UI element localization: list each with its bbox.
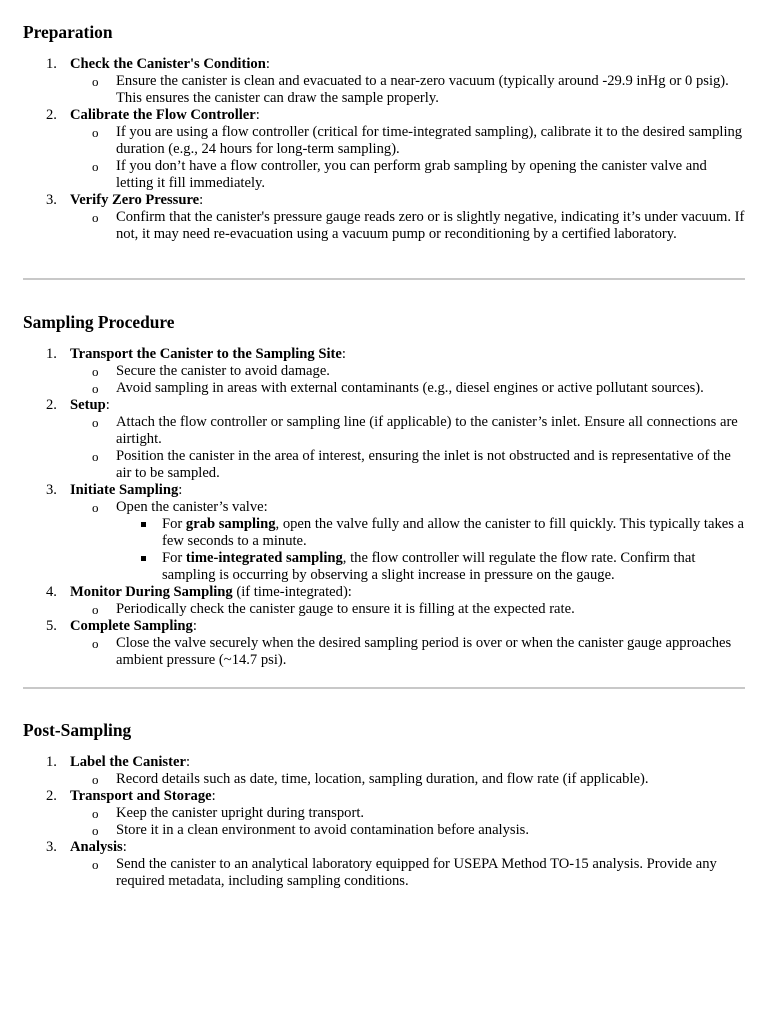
sub-list <box>70 635 745 669</box>
sub-sub-item-text: , open the valve fully and allow the canister to fill quickly. This typically takes a few seconds to a minute. <box>162 516 745 549</box>
step-title: Initiate Sampling <box>70 482 179 498</box>
sub-item <box>70 380 745 397</box>
sub-item-text: Position the canister in the area of interest, ensuring the inlet is not obstructed and is representative of the air to be sampled. <box>116 448 731 481</box>
sub-item-text: Periodically check the canister gauge to ensure it is filling at the expected rate. <box>116 601 575 617</box>
list-item <box>23 788 745 839</box>
sub-sub-list <box>116 516 745 584</box>
step-suffix: : <box>211 788 216 804</box>
step-suffix: : <box>178 482 183 498</box>
step-suffix: : <box>341 346 346 362</box>
sub-list <box>70 805 745 839</box>
list-item <box>23 754 745 788</box>
step-title: Label the Canister <box>70 754 186 770</box>
section-heading: Post-Sampling <box>23 720 132 740</box>
sub-item-text: Confirm that the canister's pressure gauge reads zero or is slightly negative, indicating it’s under vacuum. If not, it may need re-evacuation using a vacuum pump or reconditioning by a certified laboratory. <box>116 209 745 242</box>
sub-item-text: Secure the canister to avoid damage. <box>116 363 330 379</box>
circle-bullet-icon: o <box>92 210 99 225</box>
step-suffix: : <box>192 618 197 634</box>
list-item <box>23 56 745 107</box>
horizontal-divider <box>23 687 745 689</box>
section-preparation <box>23 22 745 243</box>
step-suffix: : <box>122 839 127 855</box>
list-item <box>23 397 745 482</box>
sub-item-text: Send the canister to an analytical laboratory equipped for USEPA Method TO-15 analysis. Provide any required metadata, including sampling conditions. <box>116 856 717 889</box>
step-suffix: : <box>185 754 190 770</box>
sub-sub-item <box>116 550 745 584</box>
sub-item-text: Open the canister’s valve: <box>116 499 268 515</box>
sub-list <box>70 414 745 482</box>
sub-sub-item <box>116 516 745 550</box>
step-title: Monitor During Sampling <box>70 584 233 600</box>
step-number: 1. <box>46 346 57 362</box>
sub-sub-item-prefix: For <box>162 516 186 532</box>
circle-bullet-icon: o <box>92 772 99 787</box>
step-suffix: : <box>105 397 110 413</box>
step-number: 3. <box>46 192 57 208</box>
list-item <box>23 192 745 243</box>
list-item <box>23 482 745 584</box>
circle-bullet-icon: o <box>92 415 99 430</box>
sub-item <box>70 822 745 839</box>
sub-list <box>70 771 745 788</box>
sub-item-text: Ensure the canister is clean and evacuated to a near-zero vacuum (typically around -29.9 inHg or 0 psig). This ensures the canister can draw the sample properly. <box>116 73 729 106</box>
step-number: 3. <box>46 839 57 855</box>
sub-item-text: If you are using a flow controller (critical for time-integrated sampling), calibrate it to the desired sampling duration (e.g., 24 hours for long-term sampling). <box>116 124 743 157</box>
sub-item <box>70 499 745 584</box>
list-item <box>23 584 745 618</box>
circle-bullet-icon: o <box>92 449 99 464</box>
sub-item <box>70 805 745 822</box>
step-number: 2. <box>46 788 57 804</box>
sub-item <box>70 158 745 192</box>
list-item <box>23 618 745 669</box>
sub-item-text: Attach the flow controller or sampling line (if applicable) to the canister’s inlet. Ensure all connections are airtight. <box>116 414 738 447</box>
sub-list <box>70 209 745 243</box>
section-post-sampling <box>23 720 745 890</box>
sub-list <box>70 124 745 192</box>
sub-item <box>70 601 745 618</box>
sub-list <box>70 499 745 584</box>
sub-item <box>70 771 745 788</box>
sub-item <box>70 448 745 482</box>
sub-item <box>70 73 745 107</box>
sub-sub-item-prefix: For <box>162 550 186 566</box>
sub-item <box>70 363 745 380</box>
numbered-list <box>23 56 745 243</box>
sub-item-text: If you don’t have a flow controller, you can perform grab sampling by opening the canister valve and letting it fill immediately. <box>116 158 707 191</box>
step-number: 3. <box>46 482 57 498</box>
horizontal-divider <box>23 278 745 280</box>
list-item <box>23 107 745 192</box>
sub-list <box>70 363 745 397</box>
circle-bullet-icon: o <box>92 636 99 651</box>
sub-item <box>70 124 745 158</box>
square-bullet-icon <box>141 556 146 561</box>
step-suffix: (if time-integrated): <box>232 584 352 600</box>
list-item <box>23 346 745 397</box>
sub-item <box>70 414 745 448</box>
sub-item-text: Store it in a clean environment to avoid contamination before analysis. <box>116 822 529 838</box>
sub-item-text: Avoid sampling in areas with external contaminants (e.g., diesel engines or active pollutant sources). <box>116 380 704 396</box>
step-number: 4. <box>46 584 57 600</box>
step-number: 1. <box>46 56 57 72</box>
step-number: 2. <box>46 397 57 413</box>
sub-list <box>70 601 745 618</box>
circle-bullet-icon: o <box>92 364 99 379</box>
step-suffix: : <box>255 107 260 123</box>
numbered-list <box>23 346 745 669</box>
circle-bullet-icon: o <box>92 159 99 174</box>
square-bullet-icon <box>141 522 146 527</box>
step-title: Transport the Canister to the Sampling Site <box>70 346 342 362</box>
section-heading: Sampling Procedure <box>23 312 175 332</box>
section-sampling-procedure <box>23 312 745 669</box>
circle-bullet-icon: o <box>92 806 99 821</box>
circle-bullet-icon: o <box>92 500 99 515</box>
sub-item-text: Record details such as date, time, location, sampling duration, and flow rate (if applicable). <box>116 771 649 787</box>
circle-bullet-icon: o <box>92 125 99 140</box>
step-number: 1. <box>46 754 57 770</box>
sub-item-text: Keep the canister upright during transport. <box>116 805 365 821</box>
step-title: Analysis <box>70 839 123 855</box>
circle-bullet-icon: o <box>92 857 99 872</box>
step-suffix: : <box>265 56 270 72</box>
sub-list <box>70 856 745 890</box>
sub-item <box>70 635 745 669</box>
numbered-list <box>23 754 745 890</box>
circle-bullet-icon: o <box>92 381 99 396</box>
circle-bullet-icon: o <box>92 74 99 89</box>
sub-list <box>70 73 745 107</box>
section-heading: Preparation <box>23 22 113 42</box>
step-number: 2. <box>46 107 57 123</box>
sub-item <box>70 209 745 243</box>
step-title: Complete Sampling <box>70 618 193 634</box>
step-suffix: : <box>199 192 204 208</box>
step-title: Verify Zero Pressure <box>70 192 200 208</box>
sub-sub-item-text: , the flow controller will regulate the flow rate. Confirm that sampling is occurring by observing a slight increase in pressure on the gauge. <box>162 550 696 583</box>
step-title: Check the Canister's Condition <box>70 56 266 72</box>
list-item <box>23 839 745 890</box>
sub-item-text: Close the valve securely when the desired sampling period is over or when the canister gauge approaches ambient pressure (~14.7 psi). <box>116 635 732 668</box>
circle-bullet-icon: o <box>92 823 99 838</box>
sub-sub-item-bold: grab sampling <box>185 516 276 532</box>
sub-sub-item-bold: time-integrated sampling <box>185 550 343 566</box>
step-title: Calibrate the Flow Controller <box>70 107 256 123</box>
circle-bullet-icon: o <box>92 602 99 617</box>
step-title: Transport and Storage <box>70 788 212 804</box>
step-title: Setup <box>70 397 106 413</box>
step-number: 5. <box>46 618 57 634</box>
sub-item <box>70 856 745 890</box>
